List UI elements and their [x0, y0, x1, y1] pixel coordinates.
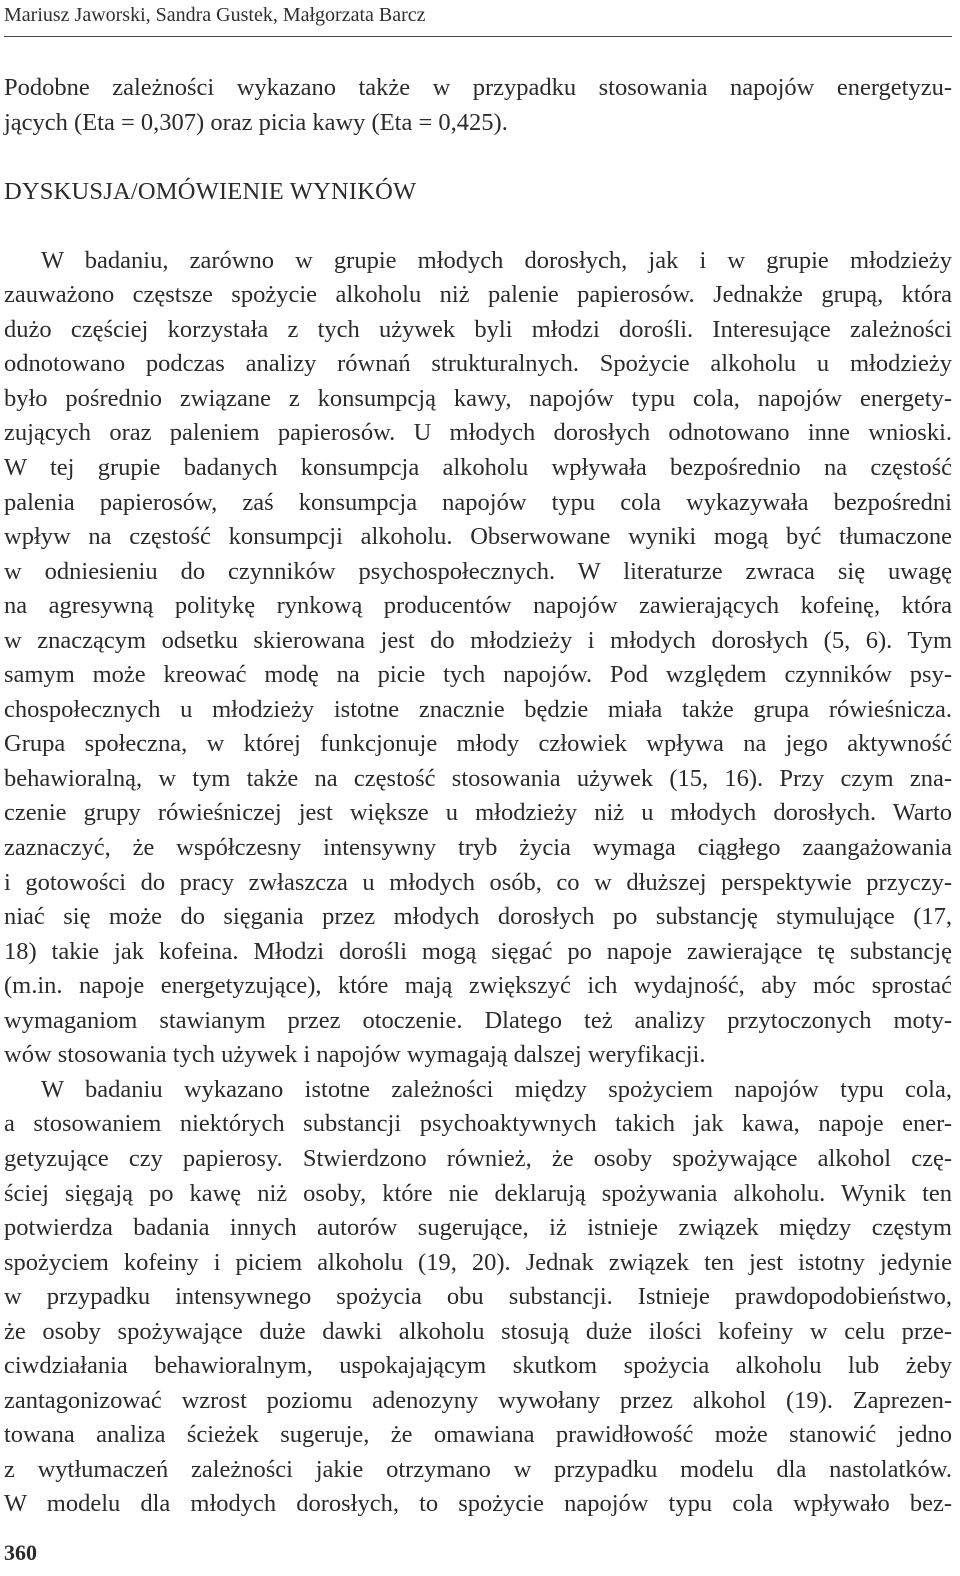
running-header-authors: Mariusz Jaworski, Sandra Gustek, Małgorzata Barcz: [4, 4, 426, 26]
text-line: dużo częściej korzystała z tych używek byli młodzi dorośli. Interesujące zależności: [4, 315, 952, 343]
text-line: i gotowości do pracy zwłaszcza u młodych osób, co w dłuższej perspektywie przyczy-: [4, 868, 952, 896]
text-line: W badaniu, zarówno w grupie młodych dorosłych, jak i w grupie młodzieży: [41, 246, 952, 274]
text-line: getyzujące czy papierosy. Stwierdzono również, że osoby spożywające alkohol czę-: [4, 1144, 952, 1172]
text-line: zauważono częstsze spożycie alkoholu niż palenie papierosów. Jednakże grupą, która: [4, 281, 952, 309]
text-line: niać się może do sięgania przez młodych dorosłych po substancję stymulujące (17,: [4, 903, 952, 931]
text-line: Podobne zależności wykazano także w przypadku stosowania napojów energetyzu-: [4, 74, 952, 101]
section-heading: DYSKUSJA/OMÓWIENIE WYNIKÓW: [4, 177, 417, 205]
text-line: wów stosowania tych używek i napojów wymagają dalszej weryfikacji.: [4, 1041, 706, 1069]
text-line: chospołecznych u młodzieży istotne znacznie będzie miała także grupa rówieśnicza.: [4, 695, 952, 723]
paragraph-discussion-1: [4, 244, 952, 1073]
body-text: [4, 71, 952, 1522]
text-line: wymaganiom stawianym przez otoczenie. Dlatego też analizy przytoczonych moty-: [4, 1006, 952, 1034]
text-line: a stosowaniem niektórych substancji psychoaktywnych takich jak kawa, napoje ener-: [4, 1110, 952, 1138]
text-line: W modelu dla młodych dorosłych, to spożycie napojów typu cola wpływało bez-: [4, 1490, 952, 1518]
spacer: [4, 209, 952, 244]
page-number: 360: [4, 1540, 37, 1565]
text-line: zantagonizować wzrost poziomu adenozyny wywołany przez alkohol (19). Zaprezen-: [4, 1386, 952, 1414]
text-line: z wytłumaczeń zależności jakie otrzymano w przypadku modelu dla nastolatków.: [4, 1455, 952, 1483]
text-line: W badaniu wykazano istotne zależności między spożyciem napojów typu cola,: [41, 1075, 952, 1103]
spacer: [4, 140, 952, 175]
paragraph-discussion-2: [4, 1073, 952, 1522]
text-line: ciwdziałania behawioralnym, uspokajającym skutkom spożycia alkoholu lub żeby: [4, 1352, 952, 1380]
text-line: w przypadku intensywnego spożycia obu substancji. Istnieje prawdopodobieństwo,: [4, 1283, 952, 1311]
text-line: behawioralną, w tym także na częstość stosowania używek (15, 16). Przy czym zna-: [4, 764, 952, 792]
text-line: wpływ na częstość konsumpcji alkoholu. Obserwowane wyniki mogą być tłumaczone: [4, 523, 952, 551]
text-line: czenie grupy rówieśniczej jest większe u młodzieży niż u młodych dorosłych. Warto: [4, 799, 952, 827]
text-line: potwierdza badania innych autorów sugerujące, iż istnieje związek między częstym: [4, 1214, 952, 1242]
text-line: było pośrednio związane z konsumpcją kawy, napojów typu cola, napojów energety-: [4, 384, 952, 412]
text-line: zaznaczyć, że współczesny intensywny tryb życia wymaga ciągłego zaangażowania: [4, 834, 952, 862]
text-line: w odniesieniu do czynników psychospołecznych. W literaturze zwraca się uwagę: [4, 557, 952, 585]
text-line: zujących oraz paleniem papierosów. U młodych dorosłych odnotowano inne wnioski.: [4, 419, 952, 447]
text-line: 18) takie jak kofeina. Młodzi dorośli mogą sięgać po napoje zawierające tę substancję: [4, 937, 952, 965]
text-line: samym może kreować modę na picie tych napojów. Pod względem czynników psy-: [4, 661, 952, 689]
text-line: odnotowano podczas analizy równań strukturalnych. Spożycie alkoholu u młodzieży: [4, 350, 952, 378]
text-line: na agresywną politykę rynkową producentów napojów zawierających kofeinę, która: [4, 592, 952, 620]
paragraph-results-continued: [4, 71, 952, 140]
text-line: palenia papierosów, zaś konsumpcja napojów typu cola wykazywała bezpośredni: [4, 488, 952, 516]
text-line: towana analiza ścieżek sugeruje, że omawiana prawidłowość może stanowić jedno: [4, 1421, 952, 1449]
text-line: w znaczącym odsetku skierowana jest do młodzieży i młodych dorosłych (5, 6). Tym: [4, 626, 952, 654]
text-line: W tej grupie badanych konsumpcja alkoholu wpływała bezpośrednio na częstość: [4, 454, 952, 482]
text-line: spożyciem kofeiny i piciem alkoholu (19, 20). Jednak związek ten jest istotny jedynie: [4, 1248, 952, 1276]
text-line: Grupa społeczna, w której funkcjonuje młody człowiek wpływa na jego aktywność: [4, 730, 952, 758]
header-rule: [4, 36, 952, 37]
text-line: jących (Eta = 0,307) oraz picia kawy (Eta = 0,425).: [4, 108, 508, 136]
text-line: (m.in. napoje energetyzujące), które mają zwiększyć ich wydajność, aby móc sprostać: [4, 972, 952, 1000]
text-line: ściej sięgają po kawę niż osoby, które nie deklarują spożywania alkoholu. Wynik ten: [4, 1179, 952, 1207]
text-line: że osoby spożywające duże dawki alkoholu stosują duże ilości kofeiny w celu prze-: [4, 1317, 952, 1345]
